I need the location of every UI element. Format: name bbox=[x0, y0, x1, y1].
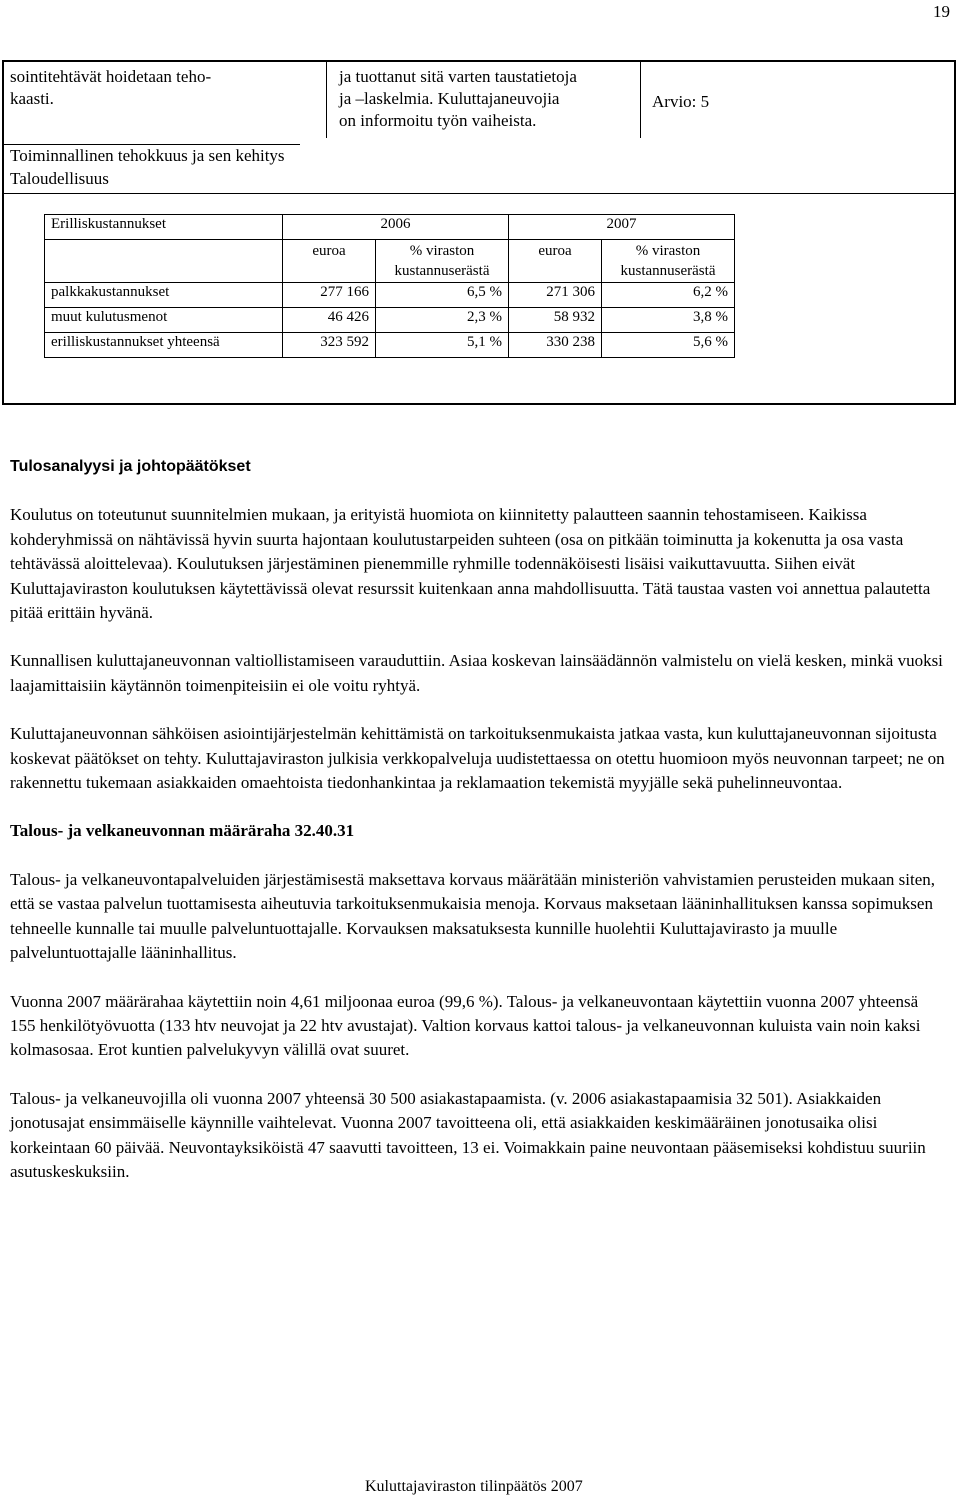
paragraph: Koulutus on toteutunut suunnitelmien mukaan, ja erityistä huomiota on kiinnitetty palautteen saannin tehostamiseen. Kaikissa kohderyhmissä on nähtävissä hyvin suurta hajontaan koulutustarpeiden suhteen (osa on pitkään toiminutta ja kokenutta ja osa vasta tehtävässä aloittelevaa). Koulutuksen järjestäminen pienemmille ryhmille todennäköisesti lisäisi vaikuttavuutta. Siihen eivät Kuluttajaviraston koulutuksen käytettävissä olevat resurssit kuitenkaan anna mahdollisuutta. Tätä taustaa vasten voi annettua palautetta pitää erittäin hyvänä. bbox=[10, 505, 931, 623]
col-euroa-2006: euroa bbox=[283, 240, 376, 283]
result-cell bbox=[339, 66, 639, 132]
pct-2007: 6,2 % bbox=[602, 283, 735, 308]
eur-2006: 323 592 bbox=[283, 333, 376, 358]
assessment-box bbox=[2, 60, 956, 405]
page-footer: Kuluttajaviraston tilinpäätös 2007 bbox=[365, 1478, 583, 1495]
table-title: Erilliskustannukset bbox=[45, 215, 283, 240]
efficiency-heading: Toiminnallinen tehokkuus ja sen kehitys bbox=[4, 144, 300, 167]
pct-2006: 5,1 % bbox=[376, 333, 509, 358]
paragraph: Talous- ja velkaneuvontapalveluiden järjestämisestä maksettava korvaus määrätään ministeriön vahvistamien perusteiden mukaan siten, että se vastaa palvelun tuottamisesta aiheutuvia tarkoituksenmukaisia menoja. Korvaus maksetaan lääninhallituksen kanssa sopimuksen tehneelle kunnalle tai muulle palveluntuottajalle. Korvauksen maksatuksesta kunnille huolehtii Kuluttajavirasto ja muulle palveluntuottajalle lääninhallitus. bbox=[10, 869, 936, 963]
row-label: muut kulutusmenot bbox=[45, 308, 283, 333]
page-number: 19 bbox=[933, 2, 950, 21]
economy-subheading: Taloudellisuus bbox=[10, 169, 109, 188]
assessment-row bbox=[4, 62, 954, 194]
rating-cell: Arvio: 5 bbox=[652, 92, 710, 111]
table-row bbox=[45, 333, 735, 358]
result-text-line1: ja tuottanut sitä varten taustatietoja bbox=[339, 67, 577, 86]
empty-cell bbox=[45, 240, 283, 283]
eur-2007: 58 932 bbox=[509, 308, 602, 333]
result-text-line2: ja –laskelmia. Kuluttajaneuvojia bbox=[339, 89, 560, 108]
year-2006-header: 2006 bbox=[283, 215, 509, 240]
row-label: palkkakustannukset bbox=[45, 283, 283, 308]
paragraph: Kuluttajaneuvonnan sähköisen asiointijärjestelmän kehittämistä on tarkoituksenmukaista jatkaa vasta, kun kuluttajaneuvonnan sijoitusta koskevat päätökset on tehty. Kuluttajaviraston julkisia verkkopalveluja uudistettaessa on otettu huomioon myös neuvonnan tarpeet; ne on rakennettu tukemaan asiakkaiden omaehtoista tiedonhankintaa ja reklamaation tekemistä myyjälle sekä puhelinneuvontaa. bbox=[10, 724, 945, 793]
pct-2007: 5,6 % bbox=[602, 333, 735, 358]
eur-2006: 277 166 bbox=[283, 283, 376, 308]
col-pct-2007 bbox=[602, 240, 735, 283]
table-row bbox=[45, 283, 735, 308]
table-subheader-row bbox=[45, 240, 735, 283]
paragraph: Talous- ja velkaneuvojilla oli vuonna 2007 yhteensä 30 500 asiakastapaamista. (v. 2006 asiakastapaamisia 32 501). Asiakkaiden jonotusajat ensimmäiselle käynnille vaihtelevat. Vuonna 2007 tavoitteena oli, että asiakkaiden keskimääräinen jonotusaika olisi korkeintaan 60 päivää. Neuvontayksiköistä 47 saavutti tavoitteen, 13 ei. Voimakkain paine neuvontaan pääsemiseksi kohdistuu suuriin asutuskeskuksiin. bbox=[10, 1088, 926, 1181]
eur-2006: 46 426 bbox=[283, 308, 376, 333]
table-header-row bbox=[45, 215, 735, 240]
result-text-line3: on informoitu työn vaiheista. bbox=[339, 111, 537, 130]
cost-table bbox=[44, 214, 735, 358]
task-cell bbox=[10, 66, 300, 110]
pct-2006: 2,3 % bbox=[376, 308, 509, 333]
col-pct-line1: % viraston bbox=[635, 243, 701, 259]
main-content bbox=[10, 455, 945, 1208]
col-pct-2006 bbox=[376, 240, 509, 283]
eur-2007: 271 306 bbox=[509, 283, 602, 308]
results-analysis-heading: Tulosanalyysi ja johtopäätökset bbox=[10, 458, 251, 475]
cell-divider bbox=[640, 62, 641, 138]
paragraph: Kunnallisen kuluttajaneuvonnan valtiollistamiseen varauduttiin. Asiaa koskevan lainsäädännön valmistelu on vielä kesken, minkä vuoksi laajamittaisiin käytännön toimenpiteisiin ei ole voitu ryhtyä. bbox=[10, 651, 943, 695]
year-2007-header: 2007 bbox=[509, 215, 735, 240]
pct-2006: 6,5 % bbox=[376, 283, 509, 308]
debt-advice-heading: Talous- ja velkaneuvonnan määräraha 32.40.31 bbox=[10, 821, 355, 841]
col-pct-line2: kustannuserästä bbox=[394, 263, 490, 279]
paragraph: Vuonna 2007 määrärahaa käytettiin noin 4,61 miljoonaa euroa (99,6 %). Talous- ja velkaneuvontaan käytettiin vuonna 2007 yhteensä 155 henkilötyövuotta (133 htv neuvojat ja 22 htv avustajat). Valtion korvaus kattoi talous- ja velkaneuvonnan kuluista vain noin kaksi kolmasosaa. Erot kuntien palvelukyvyn välillä ovat suuret. bbox=[10, 991, 921, 1060]
col-pct-line1: % viraston bbox=[409, 243, 475, 259]
cell-divider bbox=[326, 62, 327, 138]
eur-2007: 330 238 bbox=[509, 333, 602, 358]
col-euroa-2007: euroa bbox=[509, 240, 602, 283]
task-text-line2: kaasti. bbox=[10, 89, 54, 108]
table-row bbox=[45, 308, 735, 333]
row-label: erilliskustannukset yhteensä bbox=[45, 333, 283, 358]
task-text-line1: sointitehtävät hoidetaan teho- bbox=[10, 67, 212, 86]
col-pct-line2: kustannuserästä bbox=[620, 263, 716, 279]
pct-2007: 3,8 % bbox=[602, 308, 735, 333]
